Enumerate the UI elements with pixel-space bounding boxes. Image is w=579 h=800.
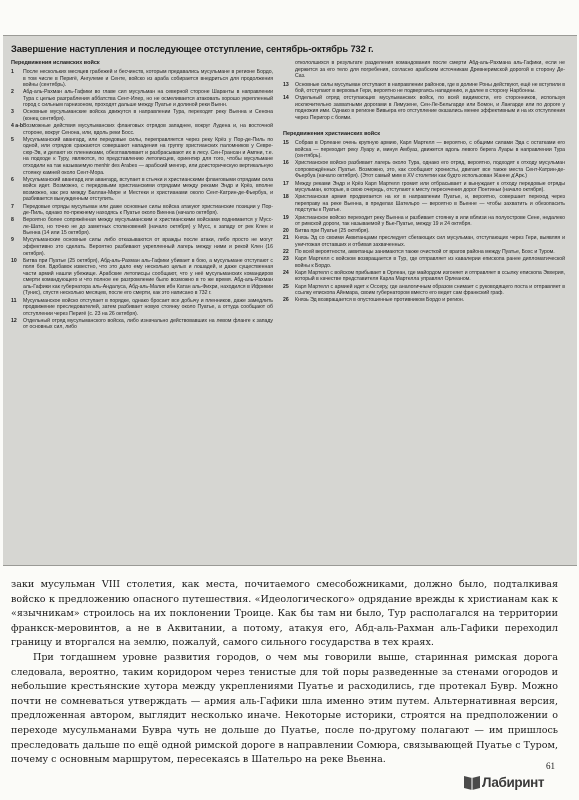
watermark-text: Лабиринт (482, 774, 545, 790)
entry-number: 11 (11, 297, 17, 304)
timeline-entry (11, 217, 273, 237)
book-icon (462, 773, 482, 791)
entry-text: Битва при Пуатье (25 октября), Абд-аль-Рахман аль-Гафики убивает в бою, а мусульмане отступают с поля боя. Вдобавок известно, что это дало ему несколько целых и лошадей, и даже существенная части армий нашли убежище. Арабские летописцы сообщают, что у неё мусульманских командиров смерти командующего и что полное ее разгромление было возможно в то же время. Абд-аль-Рахман аль-Гафики как губернатора аль-Андалуса, Абд-аль-Малик ибн Катан аль-Фихри, находился в Ифрикии (Тунис), спустя несколько месяцев, после его смерти, как это написано в 732 г. (23, 257, 273, 297)
entry-text: Христианское войско переходит реку Вьенна и разбивает стоянку в или вблизи на полуострове Сене, недалеко от римской дороги, так называемой у Вье-Пуатье, между 19 и 24 октября. (295, 214, 565, 228)
entry-text: Между реками Эндр и Крёз Карл Мартелл громит или отбрасывает и вынуждает к отходу передовые отряды мусульман, которые, в свою очередь, отступают к месту пересечения дорог Понтиньи (начало октября). (295, 180, 565, 194)
timeline-entry (11, 298, 273, 318)
entry-text: Собрав в Орлеане очень крупную армию, Карл Мартелл — вероятно, с общими силами Эда с остатками его войска — переходит реку Луару и, минуя Амбуаз, движется вдоль левого берега Луары в направлении Тура (сентябрь). (295, 140, 565, 160)
timeline-entry (11, 318, 273, 331)
entry-number: 13 (283, 81, 289, 88)
timeline-entry (283, 82, 565, 95)
entry-text: Карл Мартелл с войском прибывает в Орлеан, где майордом изгоняет и отправляет в ссылку епископа Эвхерия, который в качестве представителя Карла Мартелла управлял Орлеаном. (295, 269, 565, 283)
timeline-entry (11, 89, 273, 109)
entry-number: 16 (283, 160, 289, 167)
entry-text: Христианское войско разбивает лагерь около Тура, однако его отряд, вероятно, подходят к отходу мусульман сопровождённых Пуатье. Возможно, это, как сообщают хронисты, двигает все также места Сент-Катрин-де-Фьербуа (начало октября). (Этот самый мим в XV столетии как будто использован Жанне д'Арк.) (295, 160, 565, 180)
timeline-entry (11, 258, 273, 297)
timeline-entry (11, 109, 273, 122)
entry-text: Мусульманский авангард, или передовые силы, переправляется через реку Крёз у Пор-де-Пиль по одной, или отрядов сражаются совершают нападения на группу христианских паломников у Севре-сюр-Эв, и делают их пленниками, обезглавливает и разбрасывают их в лесу. Сен-Грансан и Ампни, т.е. на подходе к Туру, являются, по представлению летописцев, ориентир для того, чтобы мусульмане отходили на так называемую menhir des Arabes — арабский менгир, или доисторическую вертикальную стоянку камней около Сент-Мора. (23, 136, 273, 176)
timeline-entry (283, 140, 565, 160)
entry-number: 17 (283, 180, 289, 187)
entry-number: 20 (283, 228, 289, 235)
left-entry-list (11, 69, 273, 331)
timeline-entry (283, 160, 565, 180)
section-heading-christian: Передвижения христианских войск (283, 131, 380, 138)
entry-number: 3 (11, 109, 14, 116)
main-text (11, 578, 558, 778)
entry-number: 1 (11, 69, 14, 75)
entry-text: Основные мусульманские войска движутся в направлении Тура, переходят реку Вьенна и Сенона (конец сентября). (23, 109, 273, 123)
entry-number: 5 (11, 136, 14, 143)
timeline-entry (11, 69, 273, 89)
entry-text: Возможные действия мусульманских фланговых отрядов западнее, вокруг Лудена и, на восточной стороне, вокруг Сенона, или, вдоль реки Босс. (23, 123, 273, 136)
section-spacer (283, 122, 565, 131)
entry-text: Основные силы мусульман отступают в направлении районов, где в долине Роны действуют, ещё не вступили в бой, отступают в верховья Гери, вероятно не подвергаясь нападению, и далее в сторону Нарбонны. (295, 81, 565, 95)
paragraph-2: При тогдашнем уровне развития городов, о чем мы говорили выше, старинная римская дорога следовала, вероятно, таким коридором через тенистые для той поры разведенные за стенами огородов и небольшие крестьянские хутора между укреплениями Пуатье и расходились, где протекал Бувр. Можно почти не сомневаться утверждать — армия аль-Гафики шла именно этим путем. Альтернативная версия, предложенная автором, выглядит несколько иначе. Некоторые историки, строятся на предположении о переходе мусульманами Бувра чуть не дольше до Пуатье, после по-другому полагают — им пришлось преследовать дальше по ещё одной римской дороге в направлении Сомюра, связывающей Пуатье с Туром, почему с основным маршрутом, пересекаясь в Шательро на реке Вьенна. (11, 651, 558, 766)
right-entry-list-a (283, 82, 565, 122)
entry-number: 18 (283, 194, 289, 201)
box-title: Завершение наступления и последующее отступление, сентябрь-октябрь 732 г. (11, 44, 374, 54)
timeline-entry (283, 235, 565, 248)
entry-number: 8 (11, 217, 14, 224)
right-column (283, 60, 565, 563)
entry-number: 19 (283, 214, 289, 221)
watermark-logo (462, 772, 574, 792)
entry-text: Карл Мартелл с войском возвращается в Тур, где отправляет из кавалерии епископа ранее дипломатической войны к Бордо. (295, 256, 565, 269)
entry-text: Мусульманское войско отступает в порядке, однако бросает все добычу и пленников, даже замедлить продвижение преследователей, затем разбивает новую стоянку около Пуатье, а оттуда сообщают об отступлении через Перигё (с. 23 на 26 октября). (23, 297, 273, 317)
entry-number: 6 (11, 176, 14, 183)
timeline-entry (283, 215, 565, 228)
entry-number: 10 (11, 257, 17, 264)
timeline-entry (283, 194, 565, 214)
timeline-entry (283, 249, 565, 256)
timeline-entry (283, 95, 565, 121)
entry-number: 14 (283, 95, 289, 102)
entry-text: Мусульманский авангард или авангард, вступает в стычки и христианскими фланговыми отрядами сила войск идет. Возможно, с передовыми христианскими отрядами между реками Эндр и Крёз, вполне возможно, как рез между Баллан-Мире и Местеки и христианами около Сент-Катрин-де-Фьербуа, и разбивается вынужденным отступить. (23, 176, 273, 203)
entry-number: 22 (283, 249, 289, 256)
entry-text: Христианская армия продвигается на юг в направлении Пуатье, и, вероятно, совершает переход через переправу на реке Вьенна, в пределах Шательро — вероятно в Вьенне — чтобы захватить и обезопасить подступы к Пуатье. (295, 194, 565, 214)
entry-number: 2 (11, 89, 14, 96)
entry-number: 7 (11, 203, 14, 210)
entry-text: По всей вероятности, аквитанцы занимаются также очисткой от врагов района между Пуатье, Бохс и Туром. (295, 249, 555, 256)
paragraph-1: заки мусульман VIII столетия, как места, почитаемого смесобожниками, должно было, подталкивая войско к предложению опасного путешествия. «Идеологического» одрядание врежды к христианам как к «язычникам» строилось на их поклонении Троице. Как бы там ни было, Тур располагался на территории франкск-меровинтов, а не в Аквитании, а потому, атакуя его, Абд-аль-Рахман аль-Гафики переходил границу и вторгался на землю, пожалуй, самого сильного государства в тех краях. (11, 579, 558, 649)
timeline-entry (283, 270, 565, 283)
entry-text: Мусульманские основные силы либо отказываются от вражды после атаки, либо просто не могут эффективно это сделать. Вероятно разбивают укрепленный лагерь между ними и рекой Клен (16 октября). (23, 237, 273, 257)
timeline-entry (11, 123, 273, 136)
timeline-entry (11, 204, 273, 217)
entry-text: Абд-аль-Рахман аль-Гафики во главе сил мусульман на северной стороне Шаранты в направлении Тура с целью разграбления аббатства Сент-Илер, но не осмеливается атаковать хорошо укрепленный город с сильным гарнизоном, проходят дальше между Пуатье и долиной реки Вьенн. (23, 89, 273, 109)
entry-text: Карл Мартелл с армией идет к Оссеру, где аналогичным образом снимает с руководящего поста и отправляет в ссылку епископа Айнмара, своим губернатором вместо его ведет сам франкский граф. (295, 283, 565, 297)
entry-number: 26 (283, 297, 289, 304)
timeline-entry (283, 256, 565, 269)
left-column (11, 60, 273, 563)
entry-number: 4 а-b (11, 123, 23, 130)
entry-text: Отдельный отряд мусульманского войска, либо изначально действовавших на левом фланге к западу от основных сил, либо (23, 317, 273, 331)
entry-text: Князь Эд со своими Аквитанцами преследует сбегающих сил мусульман, отступающих через Гери, выявляя и уничтожая отставших и отбивая захваченных. (295, 235, 565, 248)
right-entry-list-b (283, 140, 565, 304)
section-heading-islamic: Передвижения исламских войск (11, 60, 100, 66)
entry-text: Передовые отряды мусульман или даже основные силы войска атакуют христианские позиции у Пор-де-Пиль, однако по-прежнему находясь к Пуатье около Виенна (начало октября). (23, 203, 273, 217)
page-number: 61 (546, 761, 555, 771)
entry-number: 15 (283, 140, 289, 147)
entry-number: 25 (283, 283, 289, 290)
entry-number: 24 (283, 269, 289, 276)
entry-number: 21 (283, 235, 289, 242)
entry-number: 12 (11, 317, 17, 324)
timeline-entry (283, 228, 565, 235)
timeline-entry (283, 297, 565, 304)
entry-text: Отдельный отряд отступающих мусульманских войск, по всей видимости, его сторонников, используя исключительно захватными дорогами в Лимузене, Сен-Ле-Бельгарде или Бомон, и Лангарде или по дороге у подножия ими. Однако в регионе Вивьера его отступление оказались менее эффективным и на их отступления через Перигор с боями. (295, 95, 565, 121)
timeline-entry (11, 177, 273, 203)
entry-text: После нескольких месяцев грабежей и бесчинств, которым предавались мусульмане в регионе Бордо, в том числе в Перигё, Ангулеме и Сенте, войско из араба собирается внедриться для продолжения войны (сентябрь). (23, 69, 273, 89)
timeline-entry (283, 284, 565, 297)
entry-text: Вероятно более сопряжённая между мусульманским и христианскими войсками поднимается у Мусс-ле-Шато, но точно не до заметных столкновений (начало октября) у Мусс, к западу от рек Клен и Вьенна (14 или 15 октября). (23, 217, 273, 237)
entry-text: Князь Эд возвращается в опустошенные противником Бордо и регион. (295, 297, 465, 304)
timeline-entry (283, 181, 565, 194)
timeline-entry (11, 137, 273, 176)
entry-number: 9 (11, 237, 14, 244)
continued-entry-text: откололшихся в результате разделения командования после смерти Абд-аль-Рахмана аль-Гафики, если не держится за его тело для погребения, согласно арабским источникам Древнеримской дорогой в сторону Де-Саз. (295, 60, 565, 80)
timeline-entry (11, 237, 273, 257)
entry-number: 23 (283, 256, 289, 263)
entry-text: Битва при Пуатье (25 октября). (295, 228, 370, 235)
